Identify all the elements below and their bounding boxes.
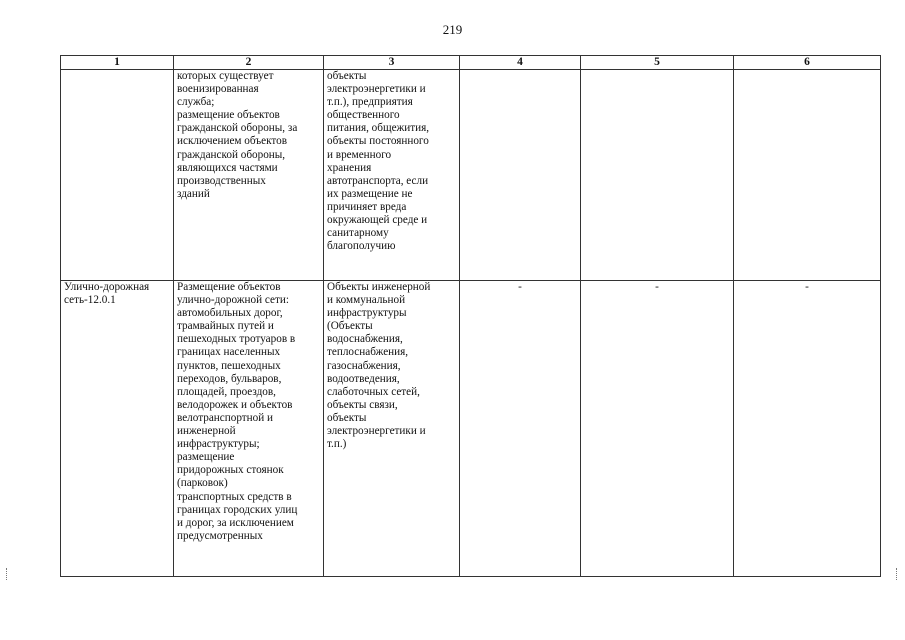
table-cell-col4: - — [460, 281, 581, 577]
regulation-table — [60, 55, 881, 577]
right-scan-mark — [896, 568, 899, 580]
column-header-2: 2 — [174, 56, 324, 70]
left-scan-mark — [6, 568, 9, 580]
table-cell-description: Размещение объектов улично-дорожной сети: автомобильных дорог, трамвайных путей и пешеходных тротуаров в границах населенных пунктов, пешеходных переходов, бульваров, площадей, проездов, велодорожек и объектов велотранспортной и инженерной инфраструктуры; размещение придорожных стоянок (парковок) транспортных средств в границах городских улиц и дорог, за исключением предусмотренных — [174, 281, 324, 577]
table-cell-conditional-uses: объекты электроэнергетики и т.п.), предприятия общественного питания, общежития, объекты постоянного и временного хранения автотранспорта, если их размещение не причиняет вреда окружающей среде и санитарному благополучию — [324, 70, 460, 281]
table-cell-land-use-type: Улично-дорожная сеть-12.0.1 — [61, 281, 174, 577]
table-header-row — [61, 56, 881, 70]
page-number: 219 — [442, 22, 463, 37]
table-cell-col5: - — [581, 281, 734, 577]
table-cell-col6 — [734, 70, 881, 281]
table-cell-description: которых существует военизированная служба; размещение объектов гражданской обороны, за исключением объектов гражданской обороны, являющихся частями производственных зданий — [174, 70, 324, 281]
table-cell-col5 — [581, 70, 734, 281]
table-cell-conditional-uses: Объекты инженерной и коммунальной инфраструктуры (Объекты водоснабжения, теплоснабжения, газоснабжения, водоотведения, слаботочных сетей, объекты связи, объекты электроэнергетики и т.п.) — [324, 281, 460, 577]
column-header-6: 6 — [734, 56, 881, 70]
table-cell-col6: - — [734, 281, 881, 577]
table-row — [61, 281, 881, 577]
column-header-5: 5 — [581, 56, 734, 70]
table-cell-col4 — [460, 70, 581, 281]
column-header-3: 3 — [324, 56, 460, 70]
table-cell-land-use-type — [61, 70, 174, 281]
column-header-1: 1 — [61, 56, 174, 70]
table-row — [61, 70, 881, 281]
column-header-4: 4 — [460, 56, 581, 70]
